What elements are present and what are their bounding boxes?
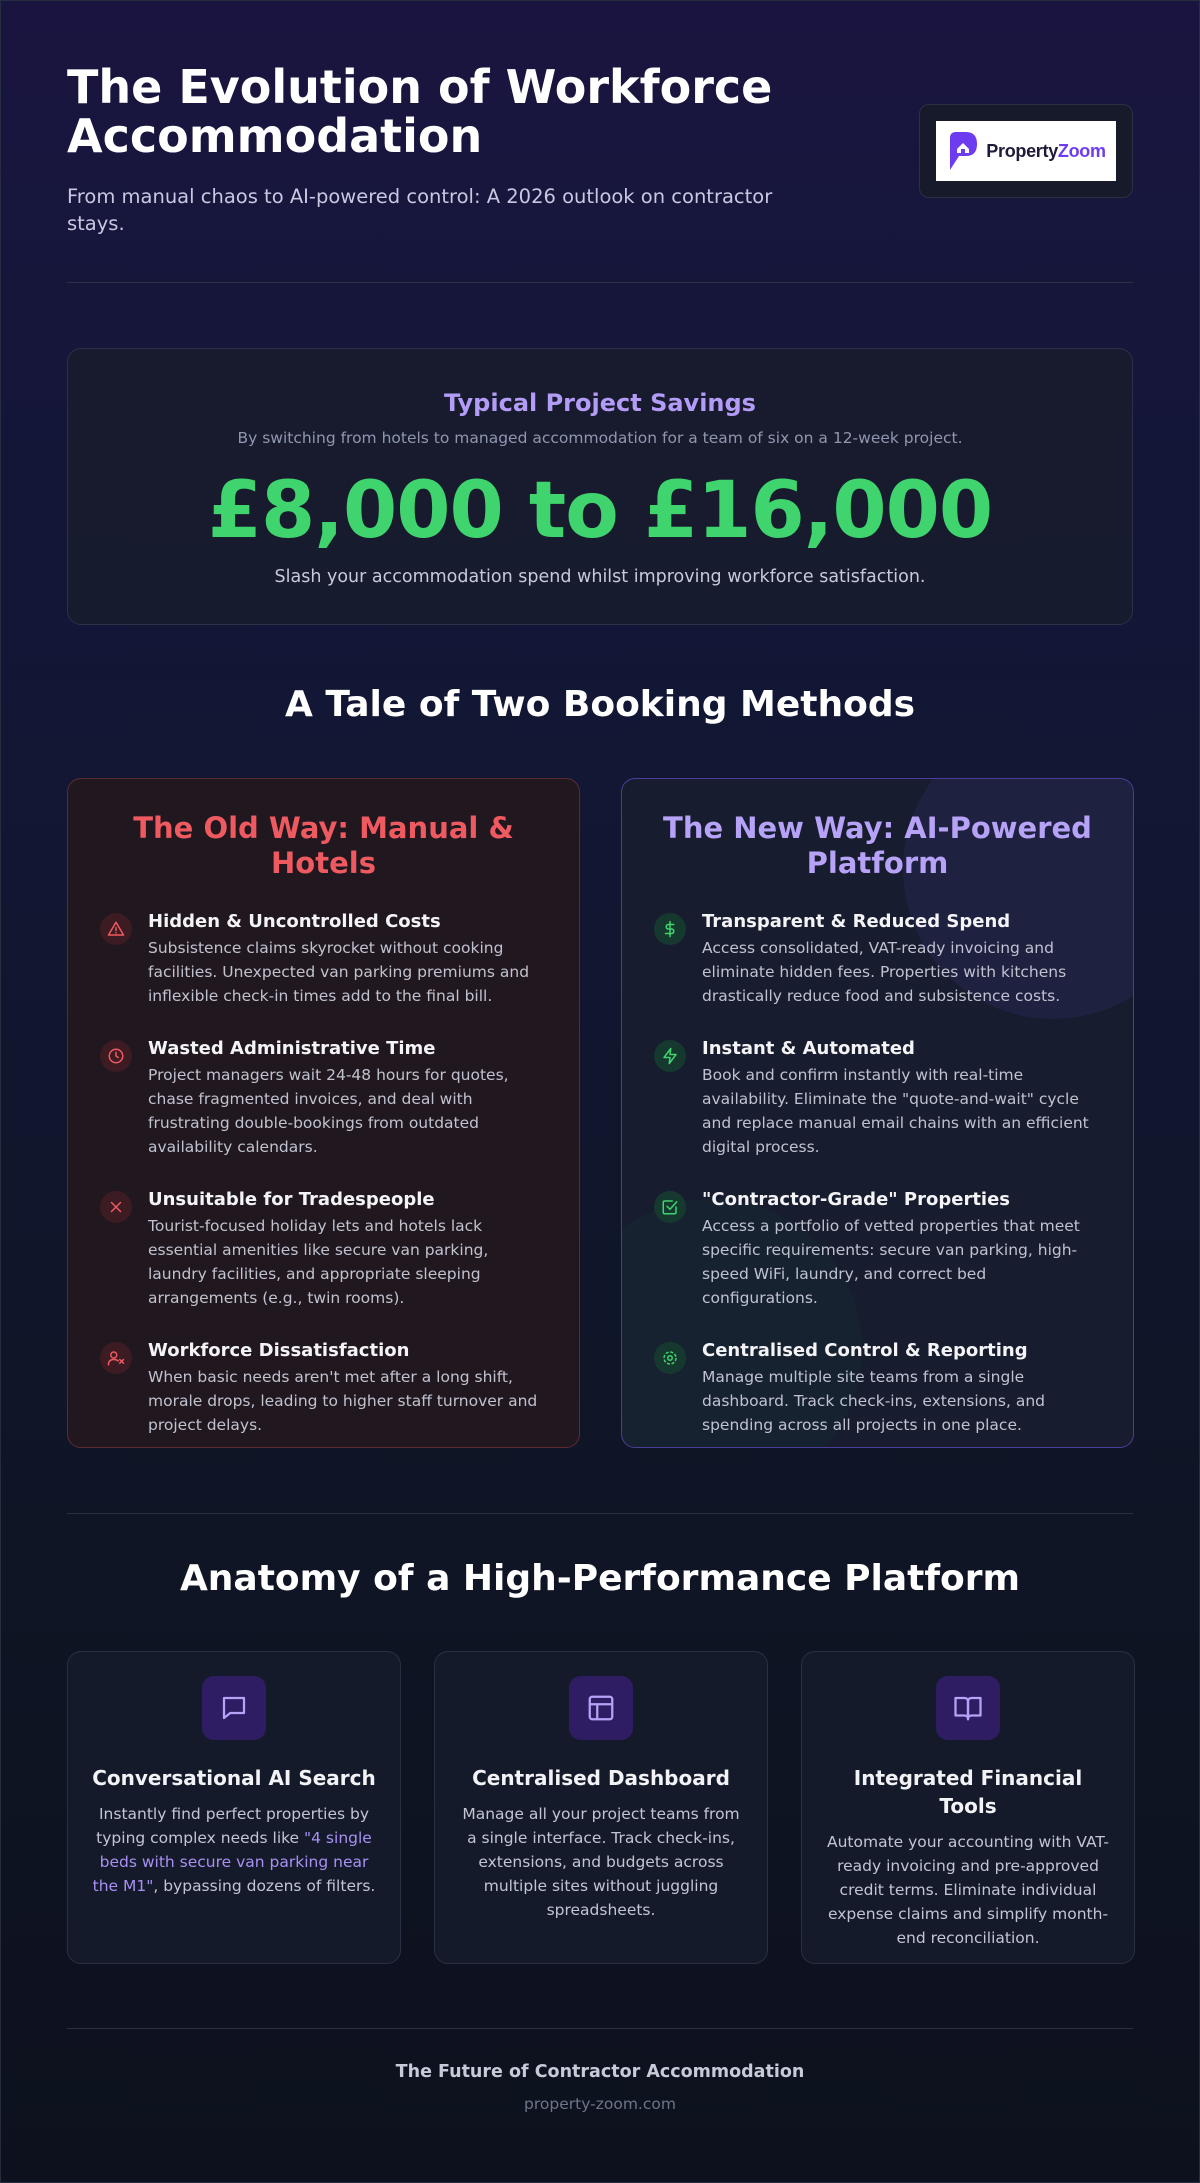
- savings-subtitle: By switching from hotels to managed accommodation for a team of six on a 12-week project.: [237, 429, 963, 447]
- user-x-icon: [100, 1342, 132, 1374]
- comparison-section-title: A Tale of Two Booking Methods: [284, 684, 916, 725]
- savings-title: Typical Project Savings: [444, 389, 756, 417]
- check-square-icon: [654, 1191, 686, 1223]
- new-way-card: [621, 778, 1134, 1448]
- item-title: Hidden & Uncontrolled Costs: [148, 911, 441, 932]
- x-icon: [100, 1191, 132, 1223]
- house-p-logo-icon: [946, 130, 980, 172]
- new-way-item: [654, 1189, 1101, 1310]
- open-book-icon: [936, 1676, 1000, 1740]
- features-section-title: Anatomy of a High-Performance Platform: [179, 1558, 1021, 1599]
- item-text: Manage multiple site teams from a single dashboard. Track check-ins, extensions, and spending across all projects in one place.: [702, 1368, 1046, 1434]
- clock-icon: [100, 1040, 132, 1072]
- old-way-card: [67, 778, 580, 1448]
- feature-title: Centralised Dashboard: [472, 1766, 730, 1790]
- feature-card-ai-search: [67, 1651, 401, 1964]
- dollar-icon: [654, 913, 686, 945]
- logo-wordmark: PropertyZoom: [986, 140, 1106, 161]
- savings-amount: £8,000 to £16,000: [207, 466, 993, 556]
- footer-title: The Future of Contractor Accommodation: [395, 2062, 805, 2082]
- warning-triangle-icon: [100, 913, 132, 945]
- savings-card: [67, 348, 1133, 625]
- old-way-item: [100, 911, 547, 1008]
- old-way-item: [100, 1038, 547, 1159]
- divider: [67, 1513, 1133, 1514]
- item-title: Transparent & Reduced Spend: [702, 911, 1011, 932]
- new-way-title: The New Way: AI-Powered Platform: [663, 811, 1092, 880]
- feature-text-highlight: "4 single beds with secure van parking near the M1": [92, 1829, 372, 1895]
- item-text: Project managers wait 24-48 hours for quotes, chase fragmented invoices, and deal with frustrating double-bookings from outdated availability calendars.: [148, 1066, 509, 1156]
- logo-card: [919, 104, 1133, 198]
- feature-text: Instantly find perfect properties by typing complex needs like "4 single beds with secure van parking near the M1", bypassing dozens of filters.: [92, 1805, 376, 1895]
- header: [67, 60, 1133, 243]
- item-title: Centralised Control & Reporting: [702, 1340, 1028, 1361]
- logo: [936, 121, 1116, 181]
- item-text: Subsistence claims skyrocket without cooking facilities. Unexpected van parking premiums and inflexible check-in times add to the final bill.: [148, 939, 530, 1005]
- lightning-icon: [654, 1040, 686, 1072]
- divider: [67, 2028, 1133, 2029]
- feature-card-financial: [801, 1651, 1135, 1964]
- item-text: Access consolidated, VAT-ready invoicing and eliminate hidden fees. Properties with kitchens drastically reduce food and subsistence costs.: [702, 939, 1067, 1005]
- page-title: The Evolution of Workforce Accommodation: [67, 60, 773, 163]
- old-way-item: [100, 1189, 547, 1310]
- dashboard-layout-icon: [569, 1676, 633, 1740]
- chat-bubble-icon: [202, 1676, 266, 1740]
- feature-text: Automate your accounting with VAT-ready invoicing and pre-approved credit terms. Eliminate individual expense claims and simplify month-end reconciliation.: [826, 1833, 1109, 1947]
- footer-url[interactable]: property-zoom.com: [524, 2095, 676, 2113]
- item-title: Unsuitable for Tradespeople: [148, 1189, 435, 1210]
- old-way-item: [100, 1340, 547, 1437]
- item-text: Book and confirm instantly with real-time availability. Eliminate the "quote-and-wait" cycle and replace manual email chains with an efficient digital process.: [702, 1066, 1089, 1156]
- item-text: Access a portfolio of vetted properties that meet specific requirements: secure van parking, high-speed WiFi, laundry, and correct bed configurations.: [702, 1217, 1080, 1307]
- old-way-title: The Old Way: Manual & Hotels: [133, 811, 514, 880]
- new-way-item: [654, 911, 1101, 1008]
- feature-title: Integrated Financial Tools: [853, 1766, 1083, 1818]
- feature-card-dashboard: [434, 1651, 768, 1964]
- item-title: "Contractor-Grade" Properties: [702, 1189, 1011, 1210]
- item-title: Wasted Administrative Time: [148, 1038, 436, 1059]
- feature-text: Manage all your project teams from a single interface. Track check-ins, extensions, and budgets across multiple sites without juggling spreadsheets.: [462, 1805, 740, 1919]
- new-way-item: [654, 1038, 1101, 1159]
- feature-title: Conversational AI Search: [92, 1766, 376, 1790]
- page-subtitle: From manual chaos to AI-powered control: A 2026 outlook on contractor stays.: [67, 185, 773, 235]
- divider: [67, 282, 1133, 283]
- savings-footnote: Slash your accommodation spend whilst improving workforce satisfaction.: [274, 567, 926, 587]
- item-text: When basic needs aren't met after a long shift, morale drops, leading to higher staff turnover and project delays.: [148, 1368, 538, 1434]
- item-title: Workforce Dissatisfaction: [148, 1340, 410, 1361]
- new-way-item: [654, 1340, 1101, 1437]
- item-text: Tourist-focused holiday lets and hotels lack essential amenities like secure van parking, laundry facilities, and appropriate sleeping arrangements (e.g., twin rooms).: [148, 1217, 489, 1307]
- item-title: Instant & Automated: [702, 1038, 915, 1059]
- gear-icon: [654, 1342, 686, 1374]
